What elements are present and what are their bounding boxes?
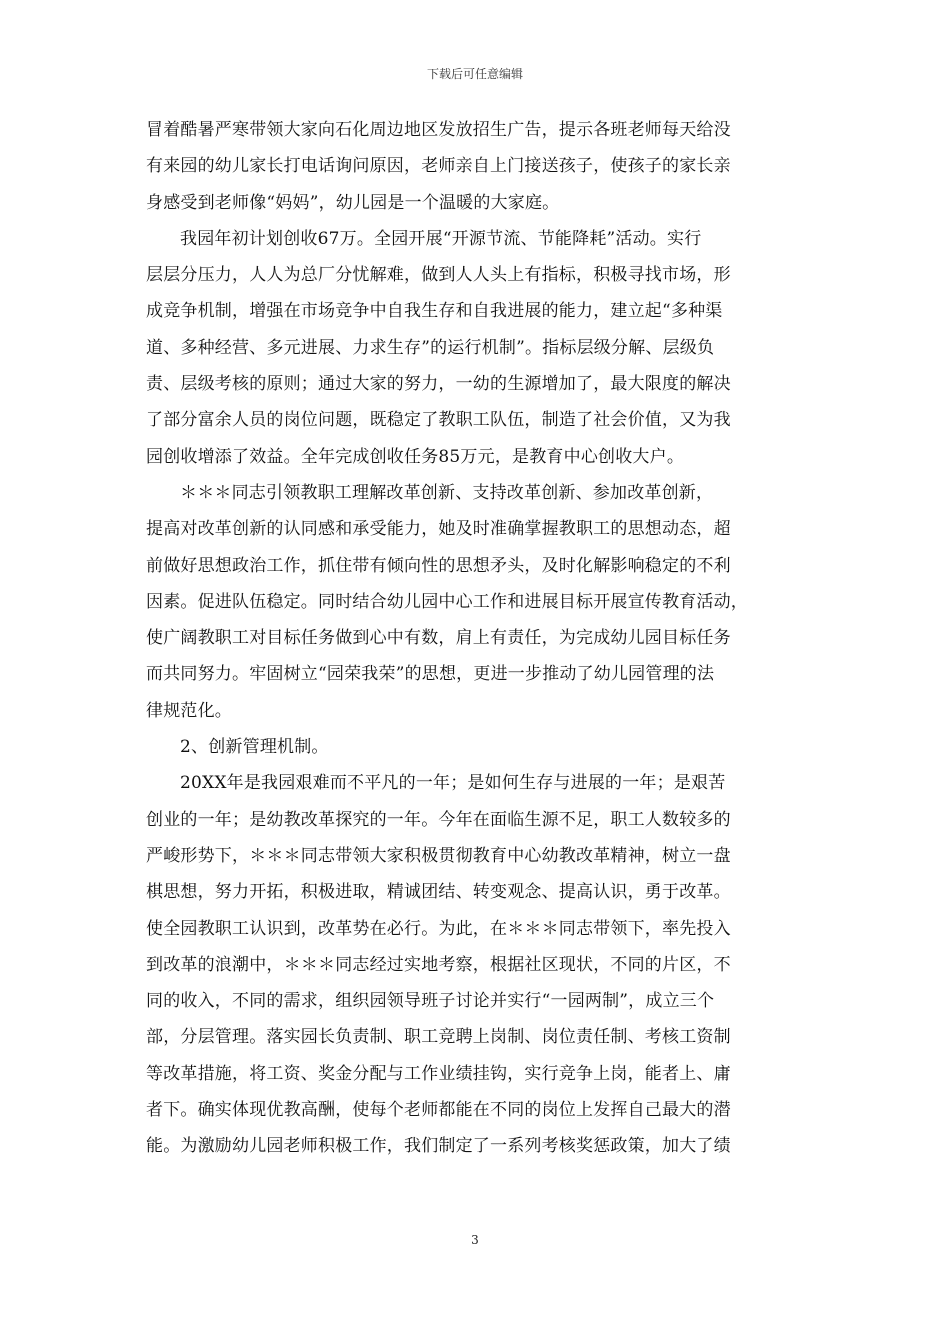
text-line: 而共同努力。牢固树立“园荣我荣”的思想，更进一步推动了幼儿园管理的法 <box>146 664 715 685</box>
page-header: 下载后可任意编辑 <box>426 67 523 81</box>
text-line: 提高对改革创新的认同感和承受能力，她及时准确掌握教职工的思想动态，超 <box>146 519 731 540</box>
text-line: 到改革的浪潮中，＊＊＊同志经过实地考察，根据社区现状，不同的片区，不 <box>146 954 731 975</box>
text-line: 同的收入，不同的需求，组织园领导班子讨论并实行“一园两制”，成立三个 <box>146 991 715 1012</box>
text-line: 严峻形势下，＊＊＊同志带领大家积极贯彻教育中心幼教改革精神，树立一盘 <box>146 845 731 866</box>
text-line: 能。为激励幼儿园老师积极工作，我们制定了一系列考核奖惩政策，加大了绩 <box>146 1136 731 1157</box>
text-line: 道、多种经营、多元进展、力求生存”的运行机制”。指标层级分解、层级负 <box>146 337 715 358</box>
section-heading <box>146 729 808 765</box>
text-line: 等改革措施，将工资、奖金分配与工作业绩挂钩，实行竞争上岗，能者上、庸 <box>146 1063 731 1084</box>
text-line: 园创收增添了效益。全年完成创收任务85万元，是教育中心创收大户。 <box>146 446 685 467</box>
paragraph <box>146 475 808 729</box>
text-line: 20XX年是我园艰难而不平凡的一年；是如何生存与进展的一年；是艰苦 <box>180 773 726 794</box>
text-line: 创业的一年；是幼教改革探究的一年。今年在面临生源不足，职工人数较多的 <box>146 809 731 830</box>
paragraph <box>146 221 808 475</box>
document-body <box>146 112 808 1165</box>
text-line: 使全园教职工认识到，改革势在必行。为此，在＊＊＊同志带领下，率先投入 <box>146 918 731 939</box>
text-line: 层层分压力，人人为总厂分忧解难，做到人人头上有指标，积极寻找市场，形 <box>146 265 731 286</box>
paragraph <box>146 765 808 1164</box>
text-line: 成竞争机制，增强在市场竞争中自我生存和自我进展的能力，建立起“多种渠 <box>146 301 723 322</box>
text-line: 者下。确实体现优教高酬，使每个老师都能在不同的岗位上发挥自己最大的潜 <box>146 1100 731 1121</box>
text-line: 了部分富余人员的岗位问题，既稳定了教职工队伍，制造了社会价值，又为我 <box>146 410 731 431</box>
text-line: 前做好思想政治工作，抓住带有倾向性的思想矛头，及时化解影响稳定的不利 <box>146 555 731 576</box>
text-line: 2、创新管理机制。 <box>180 737 329 758</box>
text-line: 有来园的幼儿家长打电话询问原因，老师亲自上门接送孩子，使孩子的家长亲 <box>146 156 731 177</box>
text-line: ＊＊＊同志引领教职工理解改革创新、支持改革创新、参加改革创新， <box>180 482 714 503</box>
page-number: 3 <box>471 1233 479 1247</box>
text-line: 因素。促进队伍稳定。同时结合幼儿园中心工作和进展目标开展宣传教育活动， <box>146 591 748 612</box>
text-line: 我园年初计划创收67万。全园开展“开源节流、节能降耗”活动。实行 <box>180 228 702 249</box>
text-line: 身感受到老师像“妈妈”，幼儿园是一个温暖的大家庭。 <box>146 192 560 213</box>
text-line: 律规范化。 <box>146 700 232 721</box>
paragraph <box>146 112 808 221</box>
text-line: 使广阔教职工对目标任务做到心中有数，肩上有责任，为完成幼儿园目标任务 <box>146 628 731 649</box>
text-line: 冒着酷暑严寒带领大家向石化周边地区发放招生广告，提示各班老师每天给没 <box>146 120 731 140</box>
text-line: 部，分层管理。落实园长负责制、职工竞聘上岗制、岗位责任制、考核工资制 <box>146 1027 731 1048</box>
text-line: 棋思想，努力开拓，积极进取，精诚团结、转变观念、提高认识，勇于改革。 <box>146 882 731 903</box>
text-line: 责、层级考核的原则；通过大家的努力，一幼的生源增加了，最大限度的解决 <box>146 374 731 395</box>
